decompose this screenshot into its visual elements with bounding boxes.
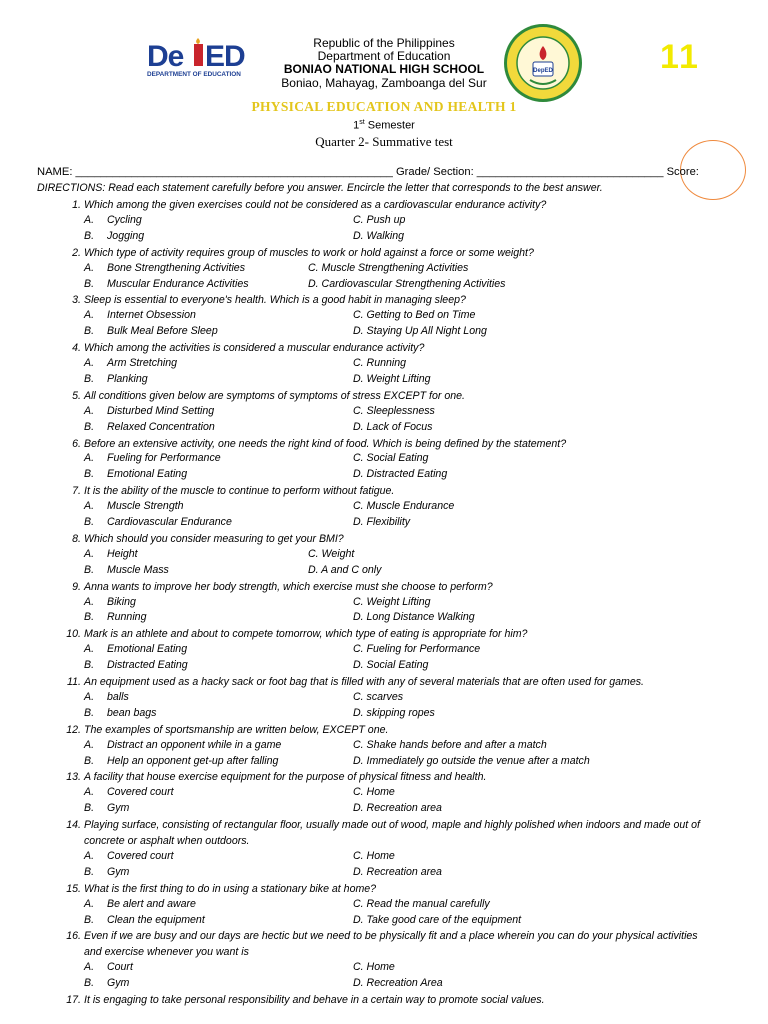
choice-d[interactable]: D. Weight Lifting bbox=[353, 372, 431, 385]
choice-letter: B. bbox=[84, 563, 95, 576]
choice-letter: A. bbox=[84, 897, 95, 910]
choice-d[interactable]: D. Cardiovascular Strengthening Activities bbox=[308, 277, 506, 290]
question-text-continued: and exercise whenever you want is bbox=[84, 946, 249, 959]
choice-text: Emotional Eating bbox=[107, 643, 188, 656]
svg-text:ED: ED bbox=[205, 40, 245, 73]
question-text: Sleep is essential to everyone's health. Which is a good habit in managing sleep? bbox=[84, 294, 466, 307]
choice-letter: B. bbox=[84, 468, 95, 481]
choice-d[interactable]: D. Staying Up All Night Long bbox=[353, 325, 487, 338]
directions: DIRECTIONS: Read each statement carefully before you answer. Encircle the letter that corresponds to the best answer. bbox=[37, 182, 603, 194]
question-text: Even if we are busy and our days are hectic but we need to be physically fit and a place wherein you can do your physical activities bbox=[84, 930, 698, 943]
question-number: 14. bbox=[66, 819, 81, 832]
semester-word: Semester bbox=[364, 119, 415, 132]
republic-label: Republic of the Philippines bbox=[313, 36, 455, 50]
choice-letter: A. bbox=[84, 595, 95, 608]
question-number: 6. bbox=[72, 437, 81, 450]
question-stem bbox=[60, 484, 750, 500]
choice-letter: B. bbox=[84, 754, 95, 767]
choice-d[interactable]: D. Long Distance Walking bbox=[353, 611, 475, 624]
choice-a[interactable] bbox=[84, 961, 133, 973]
school-name: BONIAO NATIONAL HIGH SCHOOL bbox=[283, 62, 485, 76]
choice-letter: B. bbox=[84, 977, 95, 990]
choice-text: Internet Obsession bbox=[107, 309, 196, 322]
choice-text: Covered court bbox=[107, 849, 174, 862]
choice-b[interactable] bbox=[84, 755, 278, 767]
choice-b[interactable] bbox=[84, 866, 129, 878]
choice-c[interactable]: C. Home bbox=[353, 786, 395, 799]
choice-text: Jogging bbox=[107, 229, 145, 242]
question-number: 11. bbox=[67, 676, 81, 688]
choice-a[interactable] bbox=[84, 548, 138, 560]
choice-c[interactable]: C. Push up bbox=[353, 213, 406, 226]
svg-text:De: De bbox=[147, 40, 184, 73]
choice-c[interactable]: C. Fueling for Performance bbox=[353, 643, 481, 656]
question-text: The examples of sportsmanship are written below, EXCEPT one. bbox=[84, 723, 389, 736]
question-number: 15. bbox=[66, 882, 81, 895]
choice-letter: B. bbox=[84, 611, 95, 624]
question-number: 1. bbox=[72, 199, 81, 211]
question-text: Playing surface, consisting of rectangular floor, usually made out of wood, maple and highly polished when indoors and made out of bbox=[84, 819, 700, 832]
choice-text: Gym bbox=[107, 977, 130, 990]
choice-text: bean bags bbox=[107, 706, 157, 719]
choice-letter: A. bbox=[84, 738, 95, 751]
choice-b[interactable] bbox=[84, 278, 249, 290]
choice-a[interactable] bbox=[84, 643, 187, 655]
grade-number: 11 bbox=[660, 38, 700, 76]
question-stem bbox=[60, 818, 750, 834]
choice-c[interactable]: C. Running bbox=[353, 357, 406, 369]
question-number: 16. bbox=[66, 930, 81, 943]
choice-letter: A. bbox=[84, 452, 95, 465]
choice-b[interactable] bbox=[84, 611, 146, 623]
quarter-label: Quarter 2- Summative test bbox=[315, 134, 453, 149]
choice-letter: B. bbox=[84, 706, 95, 719]
choice-b[interactable] bbox=[84, 373, 148, 385]
choice-text: Height bbox=[107, 547, 138, 560]
choice-c[interactable]: C. Muscle Endurance bbox=[353, 500, 455, 513]
choice-letter: B. bbox=[84, 659, 95, 672]
choice-b[interactable] bbox=[84, 707, 156, 719]
question-stem bbox=[60, 532, 750, 548]
choice-d[interactable]: D. Immediately go outside the venue after a match bbox=[353, 754, 590, 767]
choice-letter: A. bbox=[84, 547, 95, 560]
choice-a[interactable] bbox=[84, 850, 174, 862]
choice-c[interactable]: C. scarves bbox=[353, 690, 404, 703]
question-stem bbox=[60, 246, 750, 262]
question-stem bbox=[60, 389, 750, 405]
name-grade-score-line[interactable]: NAME: ___________________________________________________ Grade/ Section: ______________________________ Score: bbox=[37, 166, 699, 178]
choice-d[interactable]: D. Recreation area bbox=[353, 802, 442, 815]
question-number: 12. bbox=[66, 723, 81, 736]
question-number: 8. bbox=[72, 532, 81, 545]
choice-a[interactable] bbox=[84, 596, 136, 608]
question-stem bbox=[60, 341, 750, 357]
choice-d[interactable]: D. Lack of Focus bbox=[353, 420, 433, 433]
choice-text: Help an opponent get-up after falling bbox=[107, 754, 279, 767]
question-text: Which should you consider measuring to get your BMI? bbox=[84, 532, 344, 545]
semester-label bbox=[0, 119, 768, 132]
question-number: 9. bbox=[72, 580, 81, 593]
choice-text: Covered court bbox=[107, 786, 174, 799]
question-number: 7. bbox=[72, 485, 81, 498]
choice-letter: A. bbox=[84, 849, 95, 862]
choice-b[interactable] bbox=[84, 421, 215, 433]
choice-d[interactable]: D. skipping ropes bbox=[353, 706, 435, 719]
choice-text: Clean the equipment bbox=[107, 913, 205, 926]
choice-d[interactable]: D. Recreation area bbox=[353, 865, 442, 878]
choice-letter: A. bbox=[84, 643, 95, 656]
choice-a[interactable] bbox=[84, 500, 184, 512]
subject-title: PHYSICAL EDUCATION AND HEALTH 1 bbox=[251, 99, 517, 114]
choice-text: Gym bbox=[107, 802, 130, 815]
question-stem bbox=[60, 675, 750, 691]
choice-a[interactable] bbox=[84, 691, 129, 703]
question-text: What is the first thing to do in using a stationary bike at home? bbox=[84, 882, 377, 895]
choice-letter: A. bbox=[84, 961, 95, 974]
question-stem bbox=[60, 198, 750, 214]
choice-b[interactable] bbox=[84, 230, 144, 242]
choice-b[interactable] bbox=[84, 977, 129, 989]
question-text: It is engaging to take personal responsibility and behave in a certain way to promote social values. bbox=[84, 994, 545, 1006]
choice-d[interactable]: D. Flexibility bbox=[353, 516, 411, 528]
choice-letter: B. bbox=[84, 865, 95, 878]
choice-c[interactable]: C. Muscle Strengthening Activities bbox=[308, 261, 469, 274]
choice-text: Court bbox=[107, 961, 133, 974]
choice-text: Relaxed Concentration bbox=[107, 420, 215, 433]
choice-c[interactable]: C. Read the manual carefully bbox=[353, 897, 490, 910]
choice-a[interactable] bbox=[84, 405, 214, 417]
question-number: 13. bbox=[66, 771, 81, 784]
choice-a[interactable] bbox=[84, 898, 196, 910]
question-stem bbox=[60, 293, 750, 309]
question-text: All conditions given below are symptoms of symptoms of stress EXCEPT for one. bbox=[84, 389, 465, 402]
question-stem bbox=[60, 993, 750, 1009]
choice-text: Be alert and aware bbox=[107, 897, 196, 910]
choice-a[interactable] bbox=[84, 309, 196, 321]
choice-c[interactable]: C. Weight bbox=[308, 547, 355, 560]
choice-c[interactable]: C. Weight Lifting bbox=[353, 595, 431, 608]
choice-letter: A. bbox=[84, 213, 95, 226]
question-text-continued: concrete or asphalt when outdoors. bbox=[84, 835, 250, 847]
question-number: 5. bbox=[72, 389, 81, 402]
choice-letter: B. bbox=[84, 372, 95, 385]
question-text: Mark is an athlete and about to compete tomorrow, which type of eating is appropriate for him? bbox=[84, 628, 528, 641]
question-text: An equipment used as a hacky sack or foot bag that is filled with any of several materials that are often used for games. bbox=[84, 676, 645, 688]
choice-letter: B. bbox=[84, 229, 95, 242]
choice-c[interactable]: C. Social Eating bbox=[353, 452, 429, 465]
choice-d[interactable]: D. A and C only bbox=[308, 563, 382, 576]
svg-text:DEPARTMENT OF EDUCATION: DEPARTMENT OF EDUCATION bbox=[147, 71, 241, 78]
choice-letter: A. bbox=[84, 786, 95, 799]
choice-letter: B. bbox=[84, 802, 95, 815]
question-text: Which among the given exercises could not be considered as a cardiovascular endurance activity? bbox=[84, 199, 547, 211]
choice-text: Bone Strengthening Activities bbox=[107, 261, 245, 274]
question-number: 2. bbox=[72, 246, 81, 259]
choice-letter: A. bbox=[84, 357, 95, 369]
choice-text: Muscle Strength bbox=[107, 500, 184, 513]
choice-letter: B. bbox=[84, 420, 95, 433]
choice-text: Gym bbox=[107, 865, 130, 878]
school-address: Boniao, Mahayag, Zamboanga del Sur bbox=[281, 76, 487, 90]
question-text: Which among the activities is considered a muscular endurance activity? bbox=[84, 342, 425, 355]
choice-c[interactable]: C. Shake hands before and after a match bbox=[353, 738, 547, 751]
choice-a[interactable] bbox=[84, 214, 142, 226]
question-stem bbox=[60, 723, 750, 739]
choice-b[interactable] bbox=[84, 516, 232, 528]
choice-letter: A. bbox=[84, 404, 95, 417]
choice-d[interactable]: D. Recreation Area bbox=[353, 977, 443, 990]
choice-letter: A. bbox=[84, 690, 95, 703]
question-number: 17. bbox=[66, 994, 81, 1006]
choice-text: Emotional Eating bbox=[107, 468, 188, 481]
choice-text: Muscle Mass bbox=[107, 563, 169, 576]
choice-b[interactable] bbox=[84, 468, 187, 480]
choice-c[interactable]: C. Sleeplessness bbox=[353, 404, 435, 417]
choice-d[interactable]: D. Take good care of the equipment bbox=[353, 913, 522, 926]
choice-text: Distract an opponent while in a game bbox=[107, 738, 282, 751]
choice-b[interactable] bbox=[84, 564, 169, 576]
choice-c[interactable]: C. Getting to Bed on Time bbox=[353, 309, 476, 322]
question-stem bbox=[60, 770, 750, 786]
department-label: Department of Education bbox=[317, 49, 451, 63]
question-stem bbox=[60, 627, 750, 643]
choice-a[interactable] bbox=[84, 357, 177, 369]
choice-text: Planking bbox=[107, 372, 148, 385]
choice-d[interactable]: D. Walking bbox=[353, 229, 405, 242]
question-number: 3. bbox=[72, 294, 81, 307]
choice-d[interactable]: D. Distracted Eating bbox=[353, 468, 448, 481]
choice-d[interactable]: D. Social Eating bbox=[353, 659, 429, 672]
question-text: Anna wants to improve her body strength, which exercise must she choose to perform? bbox=[84, 580, 493, 593]
choice-b[interactable] bbox=[84, 914, 205, 926]
choice-text: Cardiovascular Endurance bbox=[107, 516, 232, 528]
choice-letter: B. bbox=[84, 325, 95, 338]
choice-text: Disturbed Mind Setting bbox=[107, 404, 215, 417]
choice-b[interactable] bbox=[84, 659, 188, 671]
choice-text: Bulk Meal Before Sleep bbox=[107, 325, 218, 338]
choice-a[interactable] bbox=[84, 452, 221, 464]
question-stem bbox=[60, 882, 750, 898]
choice-letter: A. bbox=[84, 309, 95, 322]
choice-letter: A. bbox=[84, 500, 95, 513]
choice-a[interactable] bbox=[84, 739, 281, 751]
question-stem bbox=[60, 437, 750, 453]
choice-letter: A. bbox=[84, 261, 95, 274]
choice-a[interactable] bbox=[84, 786, 174, 798]
choice-b[interactable] bbox=[84, 802, 129, 814]
choice-text: Fueling for Performance bbox=[107, 452, 221, 465]
question-number: 10. bbox=[66, 628, 81, 641]
choice-letter: B. bbox=[84, 277, 95, 290]
choice-c[interactable]: C. Home bbox=[353, 961, 395, 974]
question-text: Before an extensive activity, one needs the right kind of food. Which is being defined by the statement? bbox=[84, 437, 567, 450]
choice-c[interactable]: C. Home bbox=[353, 849, 395, 862]
question-stem bbox=[60, 929, 750, 945]
question-stem bbox=[60, 580, 750, 596]
svg-text:DepED: DepED bbox=[533, 68, 553, 74]
choice-text: Cycling bbox=[107, 213, 142, 226]
choice-text: Biking bbox=[107, 595, 136, 608]
choice-letter: B. bbox=[84, 913, 95, 926]
question-text: A facility that house exercise equipment for the purpose of physical fitness and health. bbox=[84, 771, 487, 784]
choice-text: Arm Stretching bbox=[107, 357, 178, 369]
choice-text: Muscular Endurance Activities bbox=[107, 277, 249, 290]
choice-b[interactable] bbox=[84, 325, 218, 337]
semester-number: 1 bbox=[353, 119, 360, 132]
choice-text: balls bbox=[107, 690, 129, 703]
question-text: It is the ability of the muscle to continue to perform without fatigue. bbox=[84, 485, 395, 498]
choice-a[interactable] bbox=[84, 262, 245, 274]
choice-text: Distracted Eating bbox=[107, 659, 188, 672]
semester-ordinal: st bbox=[359, 119, 365, 126]
choice-text: Running bbox=[107, 611, 147, 624]
choice-letter: B. bbox=[84, 516, 95, 528]
question-number: 4. bbox=[72, 342, 81, 355]
question-text: Which type of activity requires group of muscles to work or hold against a force or some weight? bbox=[84, 246, 534, 259]
